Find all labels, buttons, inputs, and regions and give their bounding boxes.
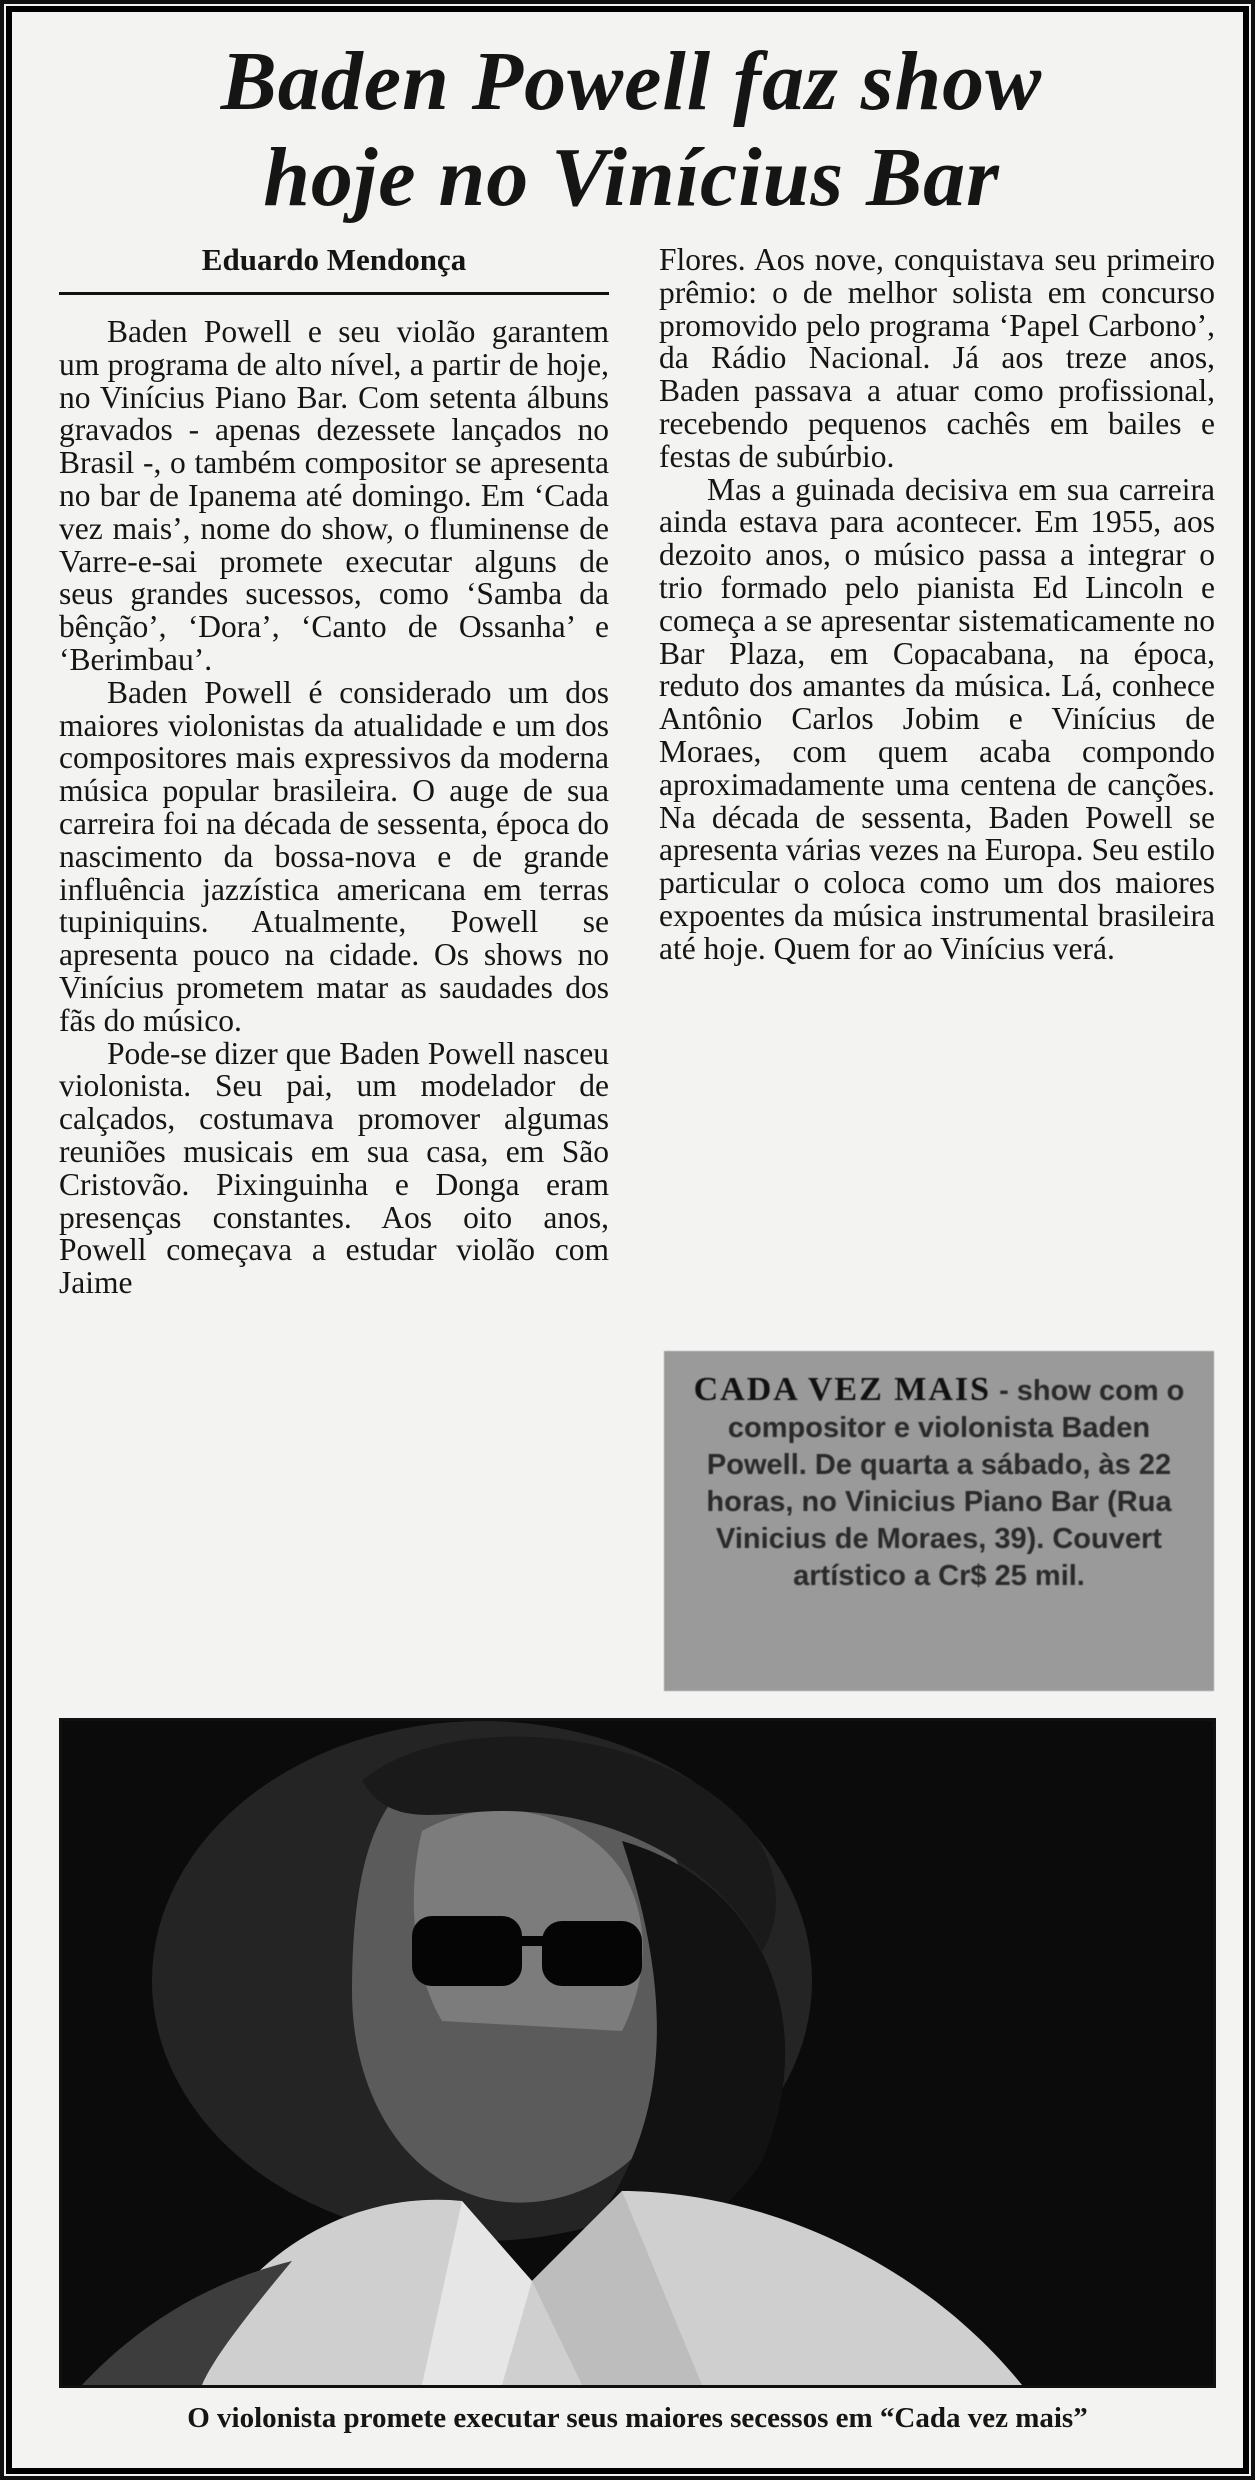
info-box-title: CADA VEZ MAIS bbox=[693, 1371, 992, 1408]
info-box-body: - show com o compositor e violonista Baden Powell. De quarta a sábado, às 22 horas, no Vinicius Piano Bar (Rua Vinicius de Moraes, 39). Couvert artístico a Cr$ 25 mil. bbox=[706, 1375, 1185, 1592]
byline: Eduardo Mendonça bbox=[201, 242, 467, 277]
paragraph: Mas a guinada decisiva em sua carreira ainda estava para acontecer. Em 1955, aos dezoito anos, o músico passa a integrar o trio formado pelo pianista Ed Lincoln e começa a se apresentar sistematicamente no Bar Plaza, em Copacabana, na época, reduto dos amantes da música. Lá, conhece Antônio Carlos Jobim e Vinícius de Moraes, com quem acaba compondo aproximadamente uma centena de canções. Na década de sessenta, Baden Powell se apresenta várias vezes na Europa. Seu estilo particular o coloca como um dos maiores expoentes da música instrumental brasileira até hoje. Quem for ao Vinícius verá. bbox=[659, 471, 1215, 966]
photo-baden-powell bbox=[59, 1718, 1216, 2388]
paragraph-continuation: Flores. Aos nove, conquistava seu primeiro prêmio: o de melhor solista em concurso promovido pelo programa ‘Papel Carbono’, da Rádio Nacional. Já aos treze anos, Baden passava a atuar como profissional, recebendo pequenos cachês em bailes e festas de subúrbio. bbox=[659, 242, 1215, 474]
portrait-photo bbox=[62, 1721, 1213, 2385]
show-info-box bbox=[664, 1351, 1214, 1691]
paragraph: Pode-se dizer que Baden Powell nasceu violonista. Seu pai, um modelador de calçados, costumava promover algumas reuniões musicais em sua casa, em São Cristovão. Pixinguinha e Donga eram presenças constantes. Aos oito anos, Powell começava a estudar violão com Jaime bbox=[59, 1035, 609, 1301]
headline-line-1: Baden Powell faz show bbox=[220, 35, 1043, 128]
paragraph: Baden Powell é considerado um dos maiores violonistas da atualidade e um dos compositores mais expressivos da moderna música popular brasileira. O auge de sua carreira foi na década de sessenta, época do nascimento da bossa-nova e de grande influência jazzística americana em terras tupiniquins. Atualmente, Powell se apresenta pouco na cidade. Os shows no Vinícius prometem matar as saudades dos fãs do músico. bbox=[59, 674, 609, 1038]
headline-line-2: hoje no Vinícius Bar bbox=[263, 131, 1000, 224]
right-column bbox=[659, 244, 1215, 966]
byline-divider bbox=[59, 292, 609, 295]
photo-caption: O violonista promete executar seus maiores secessos em “Cada vez mais” bbox=[187, 2402, 1088, 2434]
article-headline bbox=[44, 34, 1219, 226]
paragraph: Baden Powell e seu violão garantem um programa de alto nível, a partir de hoje, no Vinícius Piano Bar. Com setenta álbuns gravados - apenas dezessete lançados no Brasil -, o também compositor se apresenta no bar de Ipanema até domingo. Em ‘Cada vez mais’, nome do show, o fluminense de Varre-e-sai promete executar alguns de seus grandes sucessos, como ‘Samba da bênção’, ‘Dora’, ‘Canto de Ossanha’ e ‘Berimbau’. bbox=[59, 314, 609, 677]
left-column bbox=[59, 316, 609, 1300]
